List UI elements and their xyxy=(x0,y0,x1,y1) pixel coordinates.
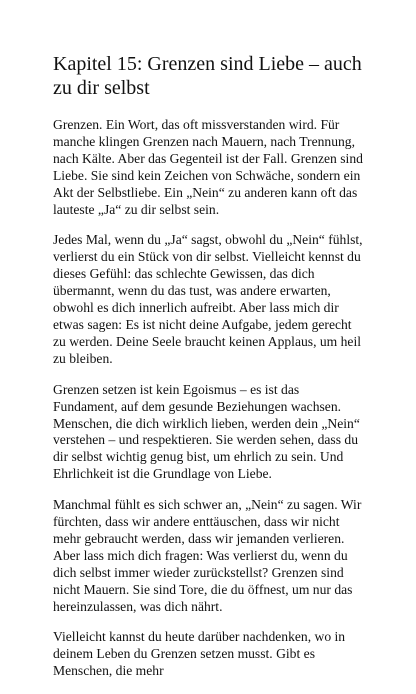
paragraph-4: Manchmal fühlt es sich schwer an, „Nein“ zu sagen. Wir fürchten, dass wir andere enttäuschen, dass wir nicht mehr gebraucht werden, dass wir jemanden verlieren. Aber lass mich dich fragen: Was verlierst du, wenn du dich selbst immer wieder zurückstellst? Grenzen sind nicht Mauern. Sie sind Tore, die du öffnest, um nur das hereinzulassen, was dich nährt. xyxy=(53,497,362,614)
paragraph-2: Jedes Mal, wenn du „Ja“ sagst, obwohl du „Nein“ fühlst, verlierst du ein Stück von dir selbst. Vielleicht kennst du dieses Gefühl: das schlechte Gewissen, das dich übermannt, wenn du das tust, was andere erwarten, obwohl es dich innerlich aufreibt. Aber lass mich dir etwas sagen: Es ist nicht deine Aufgabe, jedem gerecht zu werden. Deine Seele braucht keinen Applaus, um heil zu bleiben. xyxy=(53,232,363,366)
paragraph-5: Vielleicht kannst du heute darüber nachdenken, wo in deinem Leben du Grenzen setzen musst. Gibt es Menschen, die mehr xyxy=(53,629,346,679)
paragraph-3: Grenzen setzen ist kein Egoismus – es ist das Fundament, auf dem gesunde Beziehungen wachsen. Menschen, die dich wirklich lieben, werden dein „Nein“ verstehen – und respektieren. Sie werden sehen, dass du dir selbst wichtig genug bist, um ehrlich zu sein. Und Ehrlichkeit ist die Grundlage von Liebe. xyxy=(53,381,360,482)
chapter-title: Kapitel 15: Grenzen sind Liebe – auch zu dir selbst xyxy=(53,53,362,99)
page-content xyxy=(53,52,365,694)
paragraph-1: Grenzen. Ein Wort, das oft missverstanden wird. Für manche klingen Grenzen nach Mauern, nach Trennung, nach Kälte. Aber das Gegenteil ist der Fall. Grenzen sind Liebe. Sie sind kein Zeichen von Schwäche, sondern ein Akt der Selbstliebe. Ein „Nein“ zu anderen kann oft das lauteste „Ja“ zu dir selbst sein. xyxy=(53,117,363,217)
